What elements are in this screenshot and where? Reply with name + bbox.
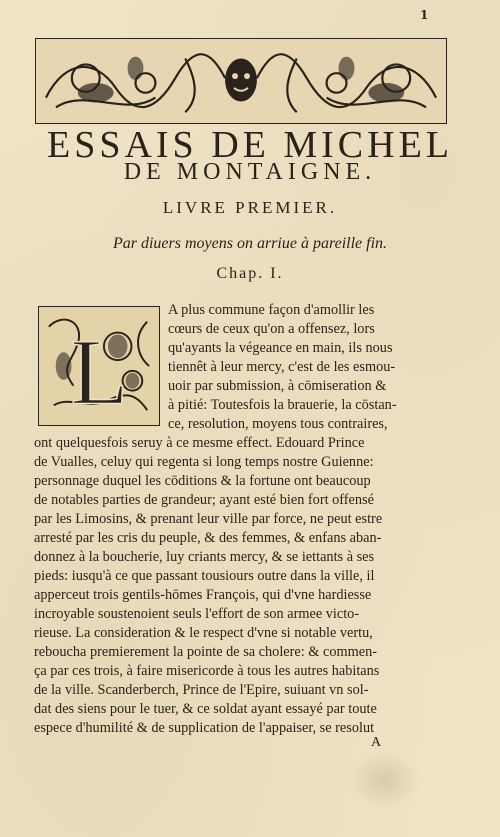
drop-cap-ornament (38, 306, 160, 426)
text-line: par les Limosins, & prenant leur ville par force, ne peut estre (34, 511, 383, 527)
body-text-main (34, 415, 436, 738)
title-line-2: DE MONTAIGNE. (123, 159, 377, 185)
headpiece-ornament (35, 38, 447, 124)
chapter-number: Chap. I. (216, 265, 284, 282)
body-text-top (168, 301, 436, 415)
text-line: incroyable soustenoient seuls l'effort de son armee victo- (34, 606, 360, 622)
text-line: dat des siens pour le tuer, & ce soldat ayant essayé par toute (34, 701, 377, 717)
text-line: rieuse. La consideration & le respect d'vne si notable vertu, (34, 625, 373, 641)
text-line: ont quelquesfois seruy à ce mesme effect. Edouard Prince (34, 435, 365, 451)
text-line: ça par ces trois, à faire misericorde à tous les autres habitans (34, 663, 380, 679)
text-line: qu'ayants la végeance en main, ils nous (168, 340, 393, 356)
book-title: LIVRE PREMIER. (162, 198, 338, 217)
text-line: A plus commune façon d'amollir les (168, 302, 375, 318)
text-line: pieds: iusqu'à ce que passant tousiours outre dans la ville, il (34, 568, 375, 584)
text-line: espece d'humilité & de supplication de l'appaiser, se resolut (34, 720, 375, 736)
signature-mark: A (371, 735, 382, 750)
text-line: arresté par les cris du peuple, & des femmes, & enfans aban- (34, 530, 382, 546)
text-line: donnez à la boucherie, luy criants mercy, & se iettants à ses (34, 549, 375, 565)
text-line: personnage duquel les cōditions & la fortune ont beaucoup (34, 473, 371, 489)
folio-number: 1 (420, 8, 430, 22)
text-line: tiennêt à leur mercy, c'est de les esmou- (168, 359, 396, 375)
text-line: cœurs de ceux qu'on a offensez, lors (168, 321, 375, 337)
text-line: de Vualles, celuy qui regenta si long temps nostre Guienne: (34, 454, 374, 470)
text-line: uoir par submission, à cōmiseration & (168, 378, 387, 394)
text-line: reboucha premierement la pointe de sa cholere: & commen- (34, 644, 377, 660)
paper-stain (350, 750, 420, 810)
text-line: apperceut trois gentils-hōmes François, qui d'vne hardiesse (34, 587, 372, 603)
chapter-heading: Par diuers moyens on arriue à pareille fin. (112, 235, 388, 252)
text-line: ce, resolution, moyens tous contraires, (168, 416, 388, 432)
title-line-1: ESSAIS DE MICHEL (46, 124, 454, 166)
text-line: à pitié: Toutesfois la brauerie, la cōstan- (168, 397, 397, 413)
text-line: de notables parties de grandeur; ayant esté bien fort offensé (34, 492, 374, 508)
drop-cap-letter: L (70, 320, 129, 425)
text-line: de la ville. Scanderberch, Prince de l'Epire, suiuant vn sol- (34, 682, 369, 698)
